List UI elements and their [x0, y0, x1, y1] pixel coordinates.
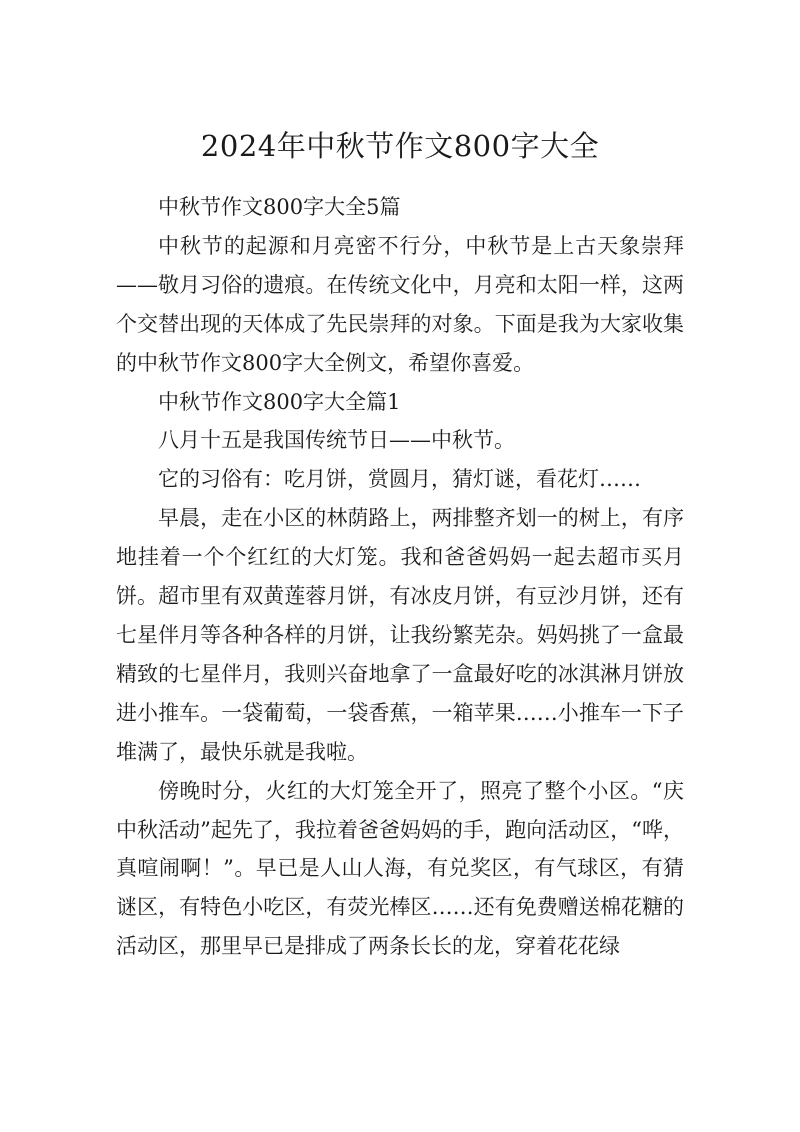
paragraph-intro: 中秋节的起源和月亮密不行分，中秋节是上古天象崇拜——敬月习俗的遗痕。在传统文化中，月亮和太阳一样，这两个交替出现的天体成了先民崇拜的对象。下面是我为大家收集的中秋节作文800字大全例文，希望你喜爱。	[116, 233, 684, 375]
document-title: 2024年中秋节作文800字大全	[200, 129, 600, 163]
paragraph: 它的习俗有：吃月饼，赏圆月，猜灯谜，看花灯……	[158, 467, 641, 492]
paragraph: 早晨，走在小区的林荫路上，两排整齐划一的树上，有序地挂着一个个红红的大灯笼。我和爸爸妈妈一起去超市买月饼。超市里有双黄莲蓉月饼，有冰皮月饼，有豆沙月饼，还有七星伴月等各种各样的月饼，让我纷繁芜杂。妈妈挑了一盒最精致的七星伴月，我则兴奋地拿了一盒最好吃的冰淇淋月饼放进小推车。一袋葡萄，一袋香蕉，一箱苹果……小推车一下子堆满了，最快乐就是我啦。	[116, 506, 684, 764]
paragraph: 八月十五是我国传统节日——中秋节。	[158, 428, 515, 453]
paragraph: 傍晚时分，火红的大灯笼全开了，照亮了整个小区。“庆中秋活动”起先了，我拉着爸爸妈妈的手，跑向活动区，“哗，真喧闹啊！”。早已是人山人海，有兑奖区，有气球区，有猜谜区，有特色小吃区，有荧光棒区……还有免费赠送棉花糖的活动区，那里早已是排成了两条长长的龙，穿着花花绿	[116, 778, 684, 959]
paragraph-subtitle: 中秋节作文800字大全5篇	[158, 195, 401, 219]
paragraph-section-heading: 中秋节作文800字大全篇1	[158, 389, 401, 414]
document-body	[116, 188, 684, 966]
